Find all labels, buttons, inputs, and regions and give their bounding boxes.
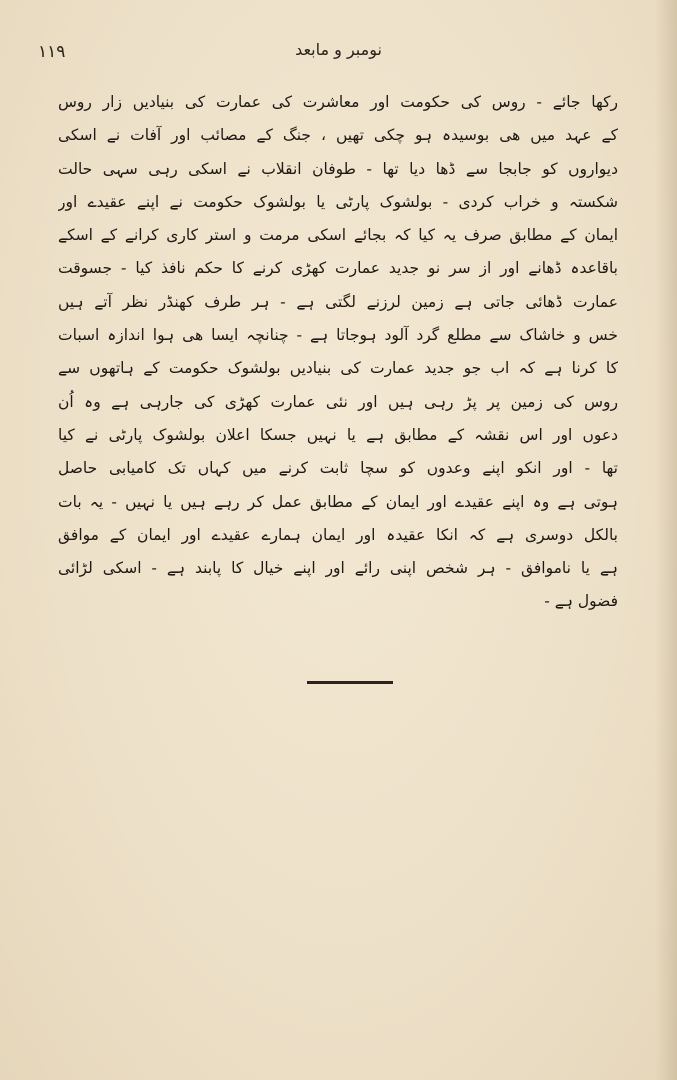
text-line: روس کی زمین پر پڑ رہی ہیں اور نئی عمارت کھڑی کی جارہی ہے وہ اُن (58, 392, 618, 411)
text-line: دیواروں کو جابجا سے ڈھا دیا تھا - طوفان انقلاب نے اسکی رہی سہی حالت (58, 159, 618, 178)
text-line: باقاعدہ ڈھانے اور از سر نو جدید عمارت کھڑی کرنے کا حکم نافذ کیا - جسوقت (58, 259, 618, 278)
text-line: دعوں اور اس نقشہ کے مطابق ہے یا نہیں جسکا اعلان بولشوک پارٹی نے کیا (58, 425, 618, 444)
body-paragraph (58, 86, 618, 619)
text-line: ہوتی ہے وہ اپنے عقیدے اور ایمان کے مطابق عمل کر رہے ہیں یا نہیں - یہ بات (58, 492, 618, 511)
text-line: خس و خاشاک سے مطلع گرد آلود ہوجاتا ہے - چنانچہ ایسا ھی ہوا اندازہ اسبات (58, 326, 618, 345)
text-line: ہے یا ناموافق - ہر شخص اپنی رائے اور اپنے خیال کا پابند ہے - اسکی لڑائی (58, 559, 618, 578)
page-edge-shadow (655, 0, 677, 1080)
text-line: کا کرنا ہے کہ اب جو جدید عمارت کی بنیادیں بولشوک حکومت کے ہاتھوں سے (58, 359, 618, 378)
section-end-rule (307, 681, 393, 684)
text-line: تھا - اور انکو اپنے وعدوں کو سچا ثابت کرنے میں کہاں تک کامیابی حاصل (58, 459, 618, 478)
running-title: نومبر و مابعد (295, 40, 382, 59)
text-line: کے عہد میں ھی بوسیدہ ہو چکی تھیں ، جنگ کے مصائب اور آفات نے اسکی (58, 126, 618, 145)
page-number: ۱۱۹ (38, 42, 66, 62)
text-line: شکستہ و خراب کردی - بولشوک پارٹی یا بولشوک حکومت نے اپنے عقیدے اور (58, 192, 618, 211)
text-line: فضول ہے - (544, 592, 618, 611)
text-line: عمارت ڈھائی جاتی ہے زمین لرزنے لگتی ہے - ہر طرف کھنڈر نظر آتے ہیں (58, 292, 618, 311)
text-line: بالکل دوسری ہے کہ انکا عقیدہ اور ایمان ہمارے عقیدے اور ایمان کے موافق (58, 525, 618, 544)
text-line: ایمان کے مطابق صرف یہ کیا کہ بجائے اسکی مرمت و استر کاری کرانے کے اسکے (58, 226, 618, 245)
text-line: رکھا جائے - روس کی حکومت اور معاشرت کی عمارت کی بنیادیں زار روس (58, 93, 618, 111)
